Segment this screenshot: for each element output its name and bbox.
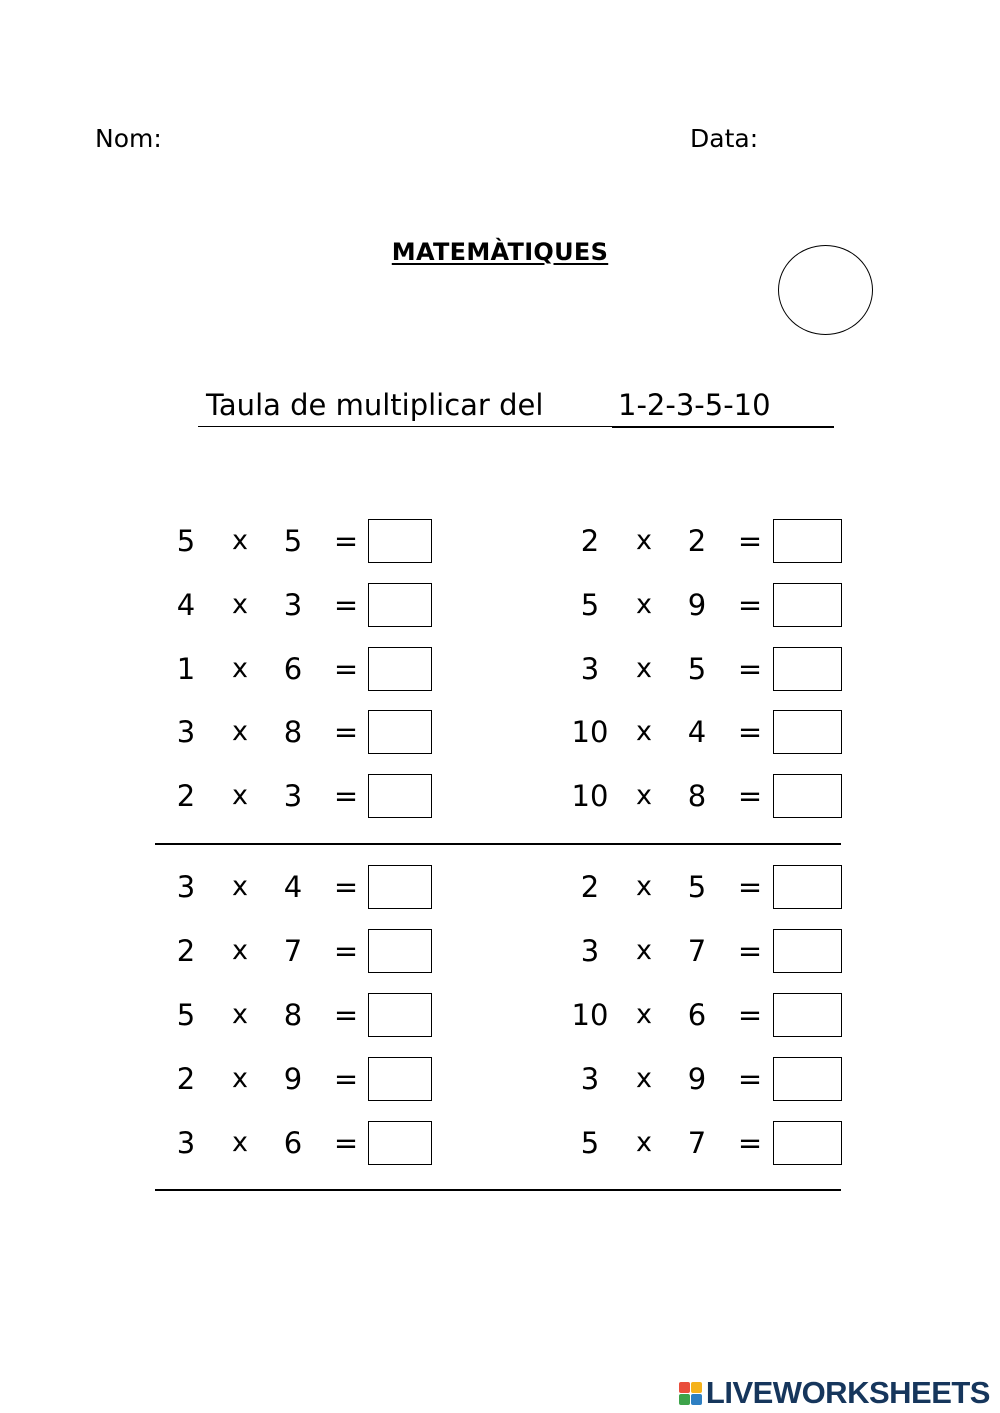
times-sign: x — [636, 780, 652, 811]
factor-a: 1 — [176, 652, 196, 686]
equals-sign: = — [333, 652, 359, 686]
equals-sign: = — [333, 870, 359, 904]
multiplication-problem — [567, 519, 867, 563]
answer-box[interactable] — [773, 993, 842, 1037]
factor-b: 4 — [283, 870, 303, 904]
answer-input[interactable] — [369, 1122, 431, 1164]
times-sign: x — [636, 589, 652, 620]
times-sign: x — [232, 525, 248, 556]
multiplication-problem — [567, 865, 867, 909]
answer-box[interactable] — [368, 865, 432, 909]
liveworksheets-logo-icon — [679, 1382, 702, 1405]
factor-b: 3 — [283, 779, 303, 813]
answer-input[interactable] — [369, 648, 431, 690]
times-sign: x — [232, 871, 248, 902]
factor-a: 2 — [580, 870, 600, 904]
factor-a: 2 — [176, 934, 196, 968]
factor-a: 5 — [580, 588, 600, 622]
answer-box[interactable] — [368, 1057, 432, 1101]
equals-sign: = — [333, 1062, 359, 1096]
multiplication-problem — [567, 1121, 867, 1165]
factor-b: 6 — [687, 998, 707, 1032]
logo-square — [679, 1382, 690, 1393]
answer-box[interactable] — [773, 710, 842, 754]
answer-box[interactable] — [773, 1121, 842, 1165]
equals-sign: = — [333, 524, 359, 558]
tables-list: 1-2-3-5-10 — [618, 388, 771, 422]
factor-a: 5 — [176, 524, 196, 558]
logo-text: LIVEWORKSHEETS — [705, 1375, 990, 1410]
answer-input[interactable] — [774, 648, 841, 690]
multiplication-problem — [163, 929, 463, 973]
answer-input[interactable] — [369, 584, 431, 626]
factor-a: 3 — [176, 870, 196, 904]
times-sign: x — [636, 999, 652, 1030]
answer-box[interactable] — [368, 519, 432, 563]
multiplication-problem — [163, 1121, 463, 1165]
factor-a: 10 — [571, 779, 609, 813]
name-label: Nom: — [95, 124, 162, 153]
factor-b: 5 — [687, 652, 707, 686]
equals-sign: = — [333, 934, 359, 968]
answer-box[interactable] — [368, 993, 432, 1037]
date-label: Data: — [690, 124, 759, 153]
multiplication-problem — [567, 583, 867, 627]
subtitle-text: Taula de multiplicar del — [206, 388, 544, 422]
answer-box[interactable] — [773, 519, 842, 563]
answer-input[interactable] — [774, 1058, 841, 1100]
factor-b: 8 — [687, 779, 707, 813]
times-sign: x — [636, 525, 652, 556]
answer-input[interactable] — [369, 775, 431, 817]
multiplication-problem — [163, 1057, 463, 1101]
multiplication-problem — [567, 929, 867, 973]
factor-a: 3 — [176, 715, 196, 749]
answer-box[interactable] — [368, 929, 432, 973]
factor-b: 8 — [283, 715, 303, 749]
factor-a: 2 — [176, 779, 196, 813]
answer-box[interactable] — [368, 647, 432, 691]
answer-input[interactable] — [774, 584, 841, 626]
liveworksheets-logo — [679, 1376, 990, 1410]
factor-a: 5 — [176, 998, 196, 1032]
times-sign: x — [232, 999, 248, 1030]
section-divider — [155, 843, 841, 845]
times-sign: x — [232, 935, 248, 966]
logo-square — [691, 1382, 702, 1393]
times-sign: x — [636, 653, 652, 684]
equals-sign: = — [737, 652, 763, 686]
answer-box[interactable] — [368, 774, 432, 818]
factor-a: 2 — [176, 1062, 196, 1096]
factor-b: 7 — [687, 1126, 707, 1160]
factor-b: 2 — [687, 524, 707, 558]
logo-square — [679, 1394, 690, 1405]
times-sign: x — [636, 1063, 652, 1094]
equals-sign: = — [737, 588, 763, 622]
factor-b: 7 — [687, 934, 707, 968]
equals-sign: = — [737, 998, 763, 1032]
subtitle-underline — [198, 426, 612, 427]
answer-input[interactable] — [369, 520, 431, 562]
times-sign: x — [636, 935, 652, 966]
answer-input[interactable] — [369, 930, 431, 972]
multiplication-problem — [567, 710, 867, 754]
answer-input[interactable] — [369, 866, 431, 908]
factor-a: 3 — [580, 652, 600, 686]
multiplication-problem — [567, 774, 867, 818]
factor-a: 10 — [571, 715, 609, 749]
factor-b: 5 — [283, 524, 303, 558]
factor-b: 6 — [283, 652, 303, 686]
multiplication-problem — [567, 993, 867, 1037]
factor-a: 4 — [176, 588, 196, 622]
times-sign: x — [232, 653, 248, 684]
factor-a: 10 — [571, 998, 609, 1032]
factor-b: 6 — [283, 1126, 303, 1160]
multiplication-problem — [163, 647, 463, 691]
factor-b: 7 — [283, 934, 303, 968]
answer-input[interactable] — [369, 711, 431, 753]
multiplication-problem — [163, 865, 463, 909]
equals-sign: = — [737, 1126, 763, 1160]
answer-input[interactable] — [774, 930, 841, 972]
answer-box[interactable] — [368, 1121, 432, 1165]
section-divider — [155, 1189, 841, 1191]
equals-sign: = — [737, 870, 763, 904]
answer-box[interactable] — [368, 583, 432, 627]
answer-box[interactable] — [773, 774, 842, 818]
answer-input[interactable] — [774, 994, 841, 1036]
multiplication-problem — [163, 774, 463, 818]
times-sign: x — [636, 871, 652, 902]
multiplication-problem — [567, 647, 867, 691]
factor-b: 4 — [687, 715, 707, 749]
multiplication-problem — [163, 993, 463, 1037]
multiplication-problem — [163, 710, 463, 754]
factor-b: 9 — [687, 1062, 707, 1096]
multiplication-problem — [163, 519, 463, 563]
times-sign: x — [636, 1127, 652, 1158]
factor-a: 3 — [580, 1062, 600, 1096]
answer-input[interactable] — [774, 1122, 841, 1164]
times-sign: x — [232, 716, 248, 747]
equals-sign: = — [333, 998, 359, 1032]
times-sign: x — [232, 780, 248, 811]
multiplication-problem — [567, 1057, 867, 1101]
logo-square — [691, 1394, 702, 1405]
equals-sign: = — [333, 715, 359, 749]
times-sign: x — [232, 589, 248, 620]
factor-b: 8 — [283, 998, 303, 1032]
equals-sign: = — [333, 588, 359, 622]
page-title: MATEMÀTIQUES — [391, 238, 609, 266]
answer-input[interactable] — [774, 520, 841, 562]
factor-a: 3 — [176, 1126, 196, 1160]
multiplication-problem — [163, 583, 463, 627]
factor-b: 5 — [687, 870, 707, 904]
answer-box[interactable] — [773, 1057, 842, 1101]
answer-input[interactable] — [369, 994, 431, 1036]
answer-input[interactable] — [774, 866, 841, 908]
times-sign: x — [232, 1063, 248, 1094]
equals-sign: = — [737, 934, 763, 968]
factor-a: 2 — [580, 524, 600, 558]
answer-box[interactable] — [773, 865, 842, 909]
answer-input[interactable] — [369, 1058, 431, 1100]
factor-b: 9 — [283, 1062, 303, 1096]
times-sign: x — [636, 716, 652, 747]
score-circle — [778, 245, 873, 335]
equals-sign: = — [333, 779, 359, 813]
factor-a: 3 — [580, 934, 600, 968]
answer-box[interactable] — [368, 710, 432, 754]
factor-a: 5 — [580, 1126, 600, 1160]
equals-sign: = — [737, 524, 763, 558]
factor-b: 3 — [283, 588, 303, 622]
equals-sign: = — [333, 1126, 359, 1160]
equals-sign: = — [737, 1062, 763, 1096]
answer-box[interactable] — [773, 929, 842, 973]
times-sign: x — [232, 1127, 248, 1158]
answer-input[interactable] — [774, 711, 841, 753]
equals-sign: = — [737, 779, 763, 813]
tables-underline — [612, 426, 834, 428]
equals-sign: = — [737, 715, 763, 749]
answer-input[interactable] — [774, 775, 841, 817]
answer-box[interactable] — [773, 583, 842, 627]
factor-b: 9 — [687, 588, 707, 622]
answer-box[interactable] — [773, 647, 842, 691]
